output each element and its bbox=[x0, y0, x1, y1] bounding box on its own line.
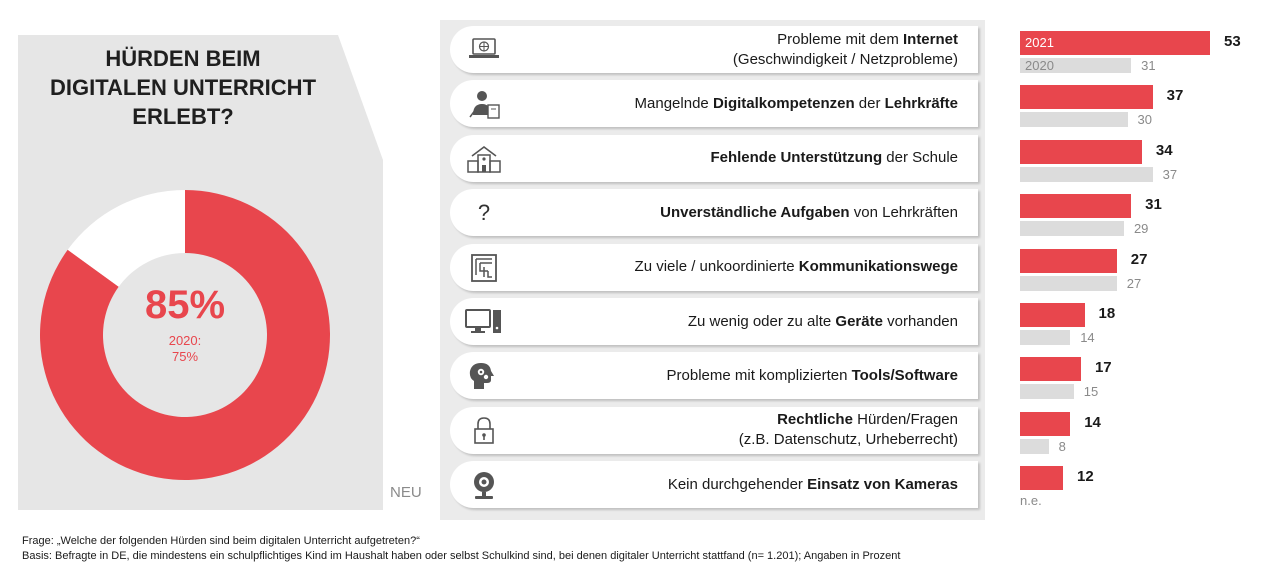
category-label-part: Hürden/Fragen bbox=[852, 411, 958, 429]
category-label bbox=[518, 407, 958, 454]
category-label-part: Probleme mit dem bbox=[777, 30, 903, 48]
category-row bbox=[450, 461, 978, 508]
title-line-1: HÜRDEN BEIM bbox=[105, 46, 261, 71]
category-label-line1 bbox=[710, 148, 958, 168]
category-label bbox=[518, 189, 958, 236]
value-label-2020: 31 bbox=[1141, 58, 1156, 73]
category-label-part: der bbox=[854, 94, 885, 112]
category-label-part: Internet bbox=[902, 30, 958, 48]
value-label-2020: 37 bbox=[1162, 166, 1178, 182]
category-label-line1 bbox=[667, 366, 958, 386]
value-label-2021: 18 bbox=[1098, 305, 1116, 322]
value-label-2020: 15 bbox=[1083, 384, 1099, 400]
category-label-part: Digitalkompetenzen bbox=[712, 94, 855, 112]
desktop-computer-icon bbox=[464, 304, 504, 340]
value-label-2021: 34 bbox=[1155, 141, 1173, 159]
category-row bbox=[450, 189, 978, 236]
category-label-part: von Lehrkräften bbox=[849, 203, 958, 221]
value-label-2021: 37 bbox=[1166, 87, 1184, 105]
category-label-part: Mangelnde bbox=[634, 94, 713, 112]
question-mark-glyph: ? bbox=[477, 200, 491, 226]
category-label bbox=[518, 80, 958, 127]
category-label-part: Geräte bbox=[835, 312, 883, 330]
donut-sub-value: 75% bbox=[171, 349, 199, 364]
category-label-part: Zu viele / unkoordinierte bbox=[634, 258, 799, 276]
school-building-icon bbox=[464, 141, 504, 177]
bar-2020 bbox=[1020, 439, 1049, 454]
value-label-2020: 30 bbox=[1137, 112, 1153, 128]
bar-2020 bbox=[1020, 167, 1153, 182]
bar-2021 bbox=[1020, 466, 1063, 490]
category-label bbox=[518, 298, 958, 345]
neu-label: NEU bbox=[390, 484, 422, 501]
category-label-line2: (Geschwindigkeit / Netzprobleme) bbox=[732, 50, 958, 68]
category-row bbox=[450, 80, 978, 127]
category-label-part: Unverständliche Aufgaben bbox=[660, 203, 850, 221]
category-label bbox=[518, 26, 958, 73]
bar-2020 bbox=[1020, 221, 1124, 236]
value-label-2020: 8 bbox=[1058, 438, 1066, 454]
category-label-part: Lehrkräfte bbox=[884, 94, 958, 112]
left-panel bbox=[0, 0, 420, 510]
bar-2021 bbox=[1020, 140, 1142, 164]
category-label-part: Zu wenig oder zu alte bbox=[687, 312, 836, 330]
bar-2021 bbox=[1020, 412, 1070, 436]
category-label-line1 bbox=[635, 94, 958, 114]
value-label-2021: 12 bbox=[1077, 468, 1094, 486]
category-label-part: Kommunikationswege bbox=[798, 258, 958, 276]
category-row bbox=[450, 135, 978, 182]
value-label-2020: n.e. bbox=[1020, 493, 1042, 509]
category-label-line1 bbox=[668, 475, 958, 495]
category-row bbox=[450, 26, 978, 73]
category-label-line1 bbox=[660, 203, 958, 223]
padlock-icon bbox=[464, 413, 504, 449]
category-label-part: der Schule bbox=[882, 149, 958, 167]
laptop-globe-icon bbox=[464, 32, 504, 68]
donut-center-value: 85% bbox=[144, 283, 226, 327]
value-label-2021: 17 bbox=[1094, 359, 1112, 377]
category-label-line1 bbox=[635, 257, 958, 277]
category-label-part: Einsatz von Kameras bbox=[807, 475, 958, 493]
category-label-part: vorhanden bbox=[882, 312, 958, 330]
webcam-icon bbox=[464, 467, 504, 503]
bars-area bbox=[1020, 0, 1272, 520]
value-label-2021: 31 bbox=[1145, 196, 1162, 214]
value-label-2021: 27 bbox=[1130, 250, 1148, 268]
category-label-part: Kein durchgehender bbox=[667, 475, 808, 493]
category-label-line1 bbox=[688, 312, 958, 332]
legend-year-2020: 2020 bbox=[1025, 58, 1054, 73]
category-row bbox=[450, 352, 978, 399]
footnote-basis: Basis: Befragte in DE, die mindestens ein schulpflichtiges Kind im Haushalt haben oder selbst Schulkind sind, bei denen digitaler Unterricht stattfand (n= 1.201); Angaben in Prozent bbox=[22, 550, 901, 562]
question-mark-icon bbox=[464, 195, 504, 231]
category-label-line2: (z.B. Datenschutz, Urheberrecht) bbox=[738, 431, 958, 449]
bar-2021 bbox=[1020, 303, 1085, 327]
head-gears-icon bbox=[464, 358, 504, 394]
legend-year-2021: 2021 bbox=[1025, 35, 1054, 50]
title-line-2: DIGITALEN UNTERRICHT bbox=[49, 75, 317, 100]
category-label-line1 bbox=[777, 410, 958, 430]
chart-title bbox=[18, 44, 348, 131]
bar-2020 bbox=[1020, 330, 1070, 345]
footnote-question: Frage: „Welche der folgenden Hürden sind beim digitalen Unterricht aufgetreten?“ bbox=[22, 535, 420, 547]
value-label-2021: 53 bbox=[1224, 33, 1241, 50]
teacher-board-icon bbox=[464, 86, 504, 122]
bar-2021 bbox=[1020, 194, 1131, 218]
category-label-part: Rechtliche bbox=[777, 411, 853, 429]
category-label bbox=[518, 135, 958, 182]
category-label-part: Tools/Software bbox=[851, 366, 958, 384]
category-label bbox=[518, 461, 958, 508]
category-label-part: Probleme mit komplizierten bbox=[666, 366, 852, 384]
bar-2021 bbox=[1020, 85, 1153, 109]
maze-icon bbox=[464, 250, 504, 286]
donut-sub-label bbox=[115, 333, 255, 365]
value-label-2020: 27 bbox=[1126, 275, 1142, 291]
category-row bbox=[450, 298, 978, 345]
category-label-part: Fehlende Unterstützung bbox=[710, 149, 883, 167]
title-line-3: ERLEBT? bbox=[132, 104, 234, 129]
value-label-2020: 29 bbox=[1133, 221, 1149, 237]
category-label-line1 bbox=[777, 30, 958, 50]
bar-2021 bbox=[1020, 357, 1081, 381]
bar-2020 bbox=[1020, 384, 1074, 399]
categories-panel bbox=[440, 20, 985, 520]
value-label-2020: 14 bbox=[1080, 330, 1095, 345]
category-label bbox=[518, 244, 958, 291]
category-row bbox=[450, 407, 978, 454]
bar-2020 bbox=[1020, 276, 1117, 291]
bar-2021 bbox=[1020, 249, 1117, 273]
bar-2020 bbox=[1020, 112, 1128, 127]
category-label bbox=[518, 352, 958, 399]
category-row bbox=[450, 244, 978, 291]
value-label-2021: 14 bbox=[1084, 413, 1101, 431]
donut-sub-year: 2020: bbox=[168, 333, 202, 348]
